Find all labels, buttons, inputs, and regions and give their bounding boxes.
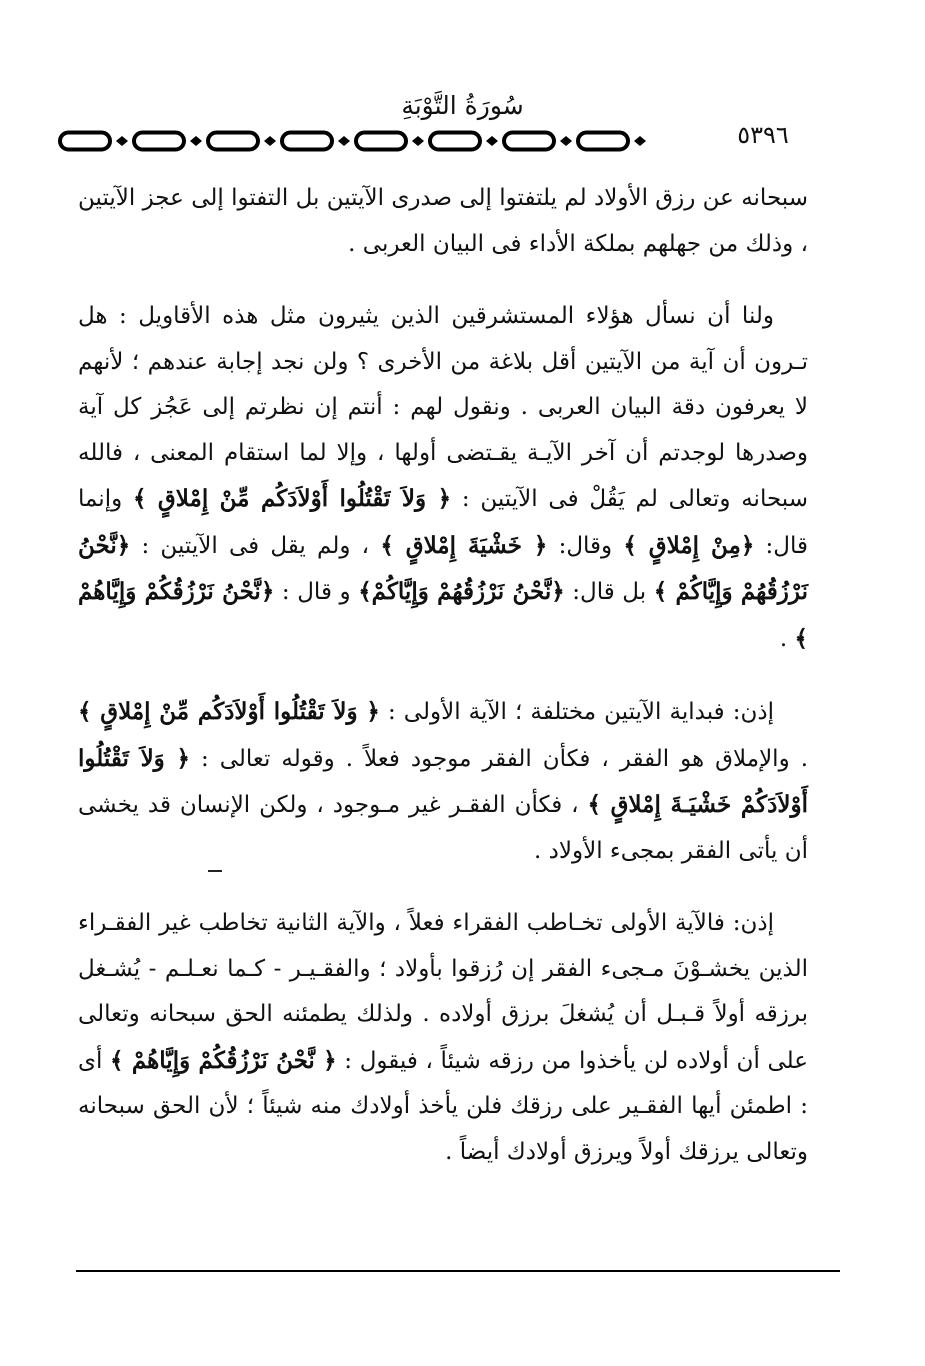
quran-verse: ﴿ وَلاَ تَقْتُلُوا أَوْلاَدَكُمْ خَشْيَـةَ إِمْلاقٍ ﴾: [78, 744, 808, 818]
quran-verse: ﴿نَّحْنُ نَرْزُقُكُمْ وَإِيَّاهُمْ ﴾: [78, 578, 808, 652]
footer-rule: [76, 1270, 840, 1272]
paragraph-text: أى : اطمئن أيها الفقـير على رزقك فلن يأخذ أولادك منه شيئاً ؛ لأن الحق سبحانه وتعالى يرزقك أولاً ويرزق أولادك أيضاً .: [78, 1047, 808, 1165]
paragraph-text: . والإملاق هو الفقر ، فكأن الفقر موجود فعلاً . وقوله تعالى :: [189, 745, 808, 772]
paragraph-text: إذن: فالآية الأولى تخـاطب الفقراء فعلاً ، والآية الثانية تخاطب غير الفقـراء الذين يخشـوْنَ مـجىء الفقر إن رُزقوا بأولاد ؛ والفقـيـر - كـما نعـلـم - يُشـغل برزقه أولاً قـبـل أن يُشغلَ برزق أولاده . ولذلك يطمئنه الحق سبحانه وتعالى على أن أولاده لن يأخذوا من رزقه شيئاً ، فيقول :: [78, 910, 808, 1074]
paragraph-text: وقال:: [547, 532, 624, 559]
paragraph-text: بل قال:: [564, 579, 654, 605]
ink-mark: [208, 870, 222, 872]
ornamental-chain-border: [58, 127, 798, 155]
paragraph-text: إذن: فبداية الآيتين مختلفة ؛ الآية الأولى :: [379, 699, 774, 725]
body-text: [78, 176, 808, 1202]
paragraph-text: و قال :: [274, 579, 359, 605]
surah-title: سُورَةُ التَّوْبَةِ: [401, 91, 524, 120]
paragraph: [78, 176, 808, 267]
quran-verse: ﴿ نَّحْنُ نَرْزُقُكُمْ وَإِيَّاهُمْ ﴾: [110, 1046, 337, 1074]
paragraph-text: ، فكأن الفقـر غير مـوجود ، ولكن الإنسان قد يخشى أن يأتى الفقر بمجىء الأولاد .: [78, 792, 808, 864]
paragraph-text: وإنما قال:: [78, 486, 808, 559]
paragraph-text: سبحانه عن رزق الأولاد لم يلتفتوا إلى صدرى الآيتين بل التفتوا إلى عجز الآيتين ، وذلك من جهلهم بملكة الأداء فى البيان العربى .: [78, 185, 808, 257]
paragraph-text: .: [779, 625, 795, 652]
paragraph: [78, 294, 808, 662]
quran-verse: ﴿ وَلاَ تَقْتُلُوا أَوْلاَدَكُم مِّنْ إِمْلاقٍ ﴾: [132, 485, 452, 512]
quran-verse: ﴿نَّحْنُ نَرْزُقُهُمْ وَإِيَّاكُمْ ﴾: [78, 531, 808, 605]
quran-verse: ﴿ خَشْيَةَ إِمْلاقٍ ﴾: [380, 531, 548, 559]
paragraph: [78, 689, 808, 874]
paragraph: [78, 901, 808, 1175]
paragraph-text: ولنا أن نسأل هؤلاء المستشرقين الذين يثيرون مثل هذه الأقاويل : هل تـرون أن آية من الآيتين أقل بلاغة من الأخرى ؟ ولن نجد إجابة عندهم ؛ لأنهم لا يعرفون دقة البيان العربى . ونقول لهم : أنتم إن نظرتم إلى عَجُز كل آية وصدرها لوجدتم أن آخر الآيـة يقـتضى أولها ، وإلا لما استقام المعنى ، فالله سبحانه وتعالى لم يَقُلْ فى الآيتين :: [78, 303, 809, 512]
quran-verse: ﴿ وَلاَ تَقْتُلُوا أَوْلاَدَكُم مِّنْ إِمْلاقٍ ﴾: [78, 698, 380, 725]
page-number: ٥٣٩٦: [720, 118, 806, 152]
quran-verse: ﴿نَّحْنُ نَرْزُقُهُمْ وَإِيَّاكُمْ﴾: [358, 578, 565, 605]
paragraph-text: ، ولم يقل فى الآيتين :: [130, 532, 381, 559]
quran-verse: ﴿مِنْ إِمْلاقٍ ﴾: [623, 531, 755, 559]
